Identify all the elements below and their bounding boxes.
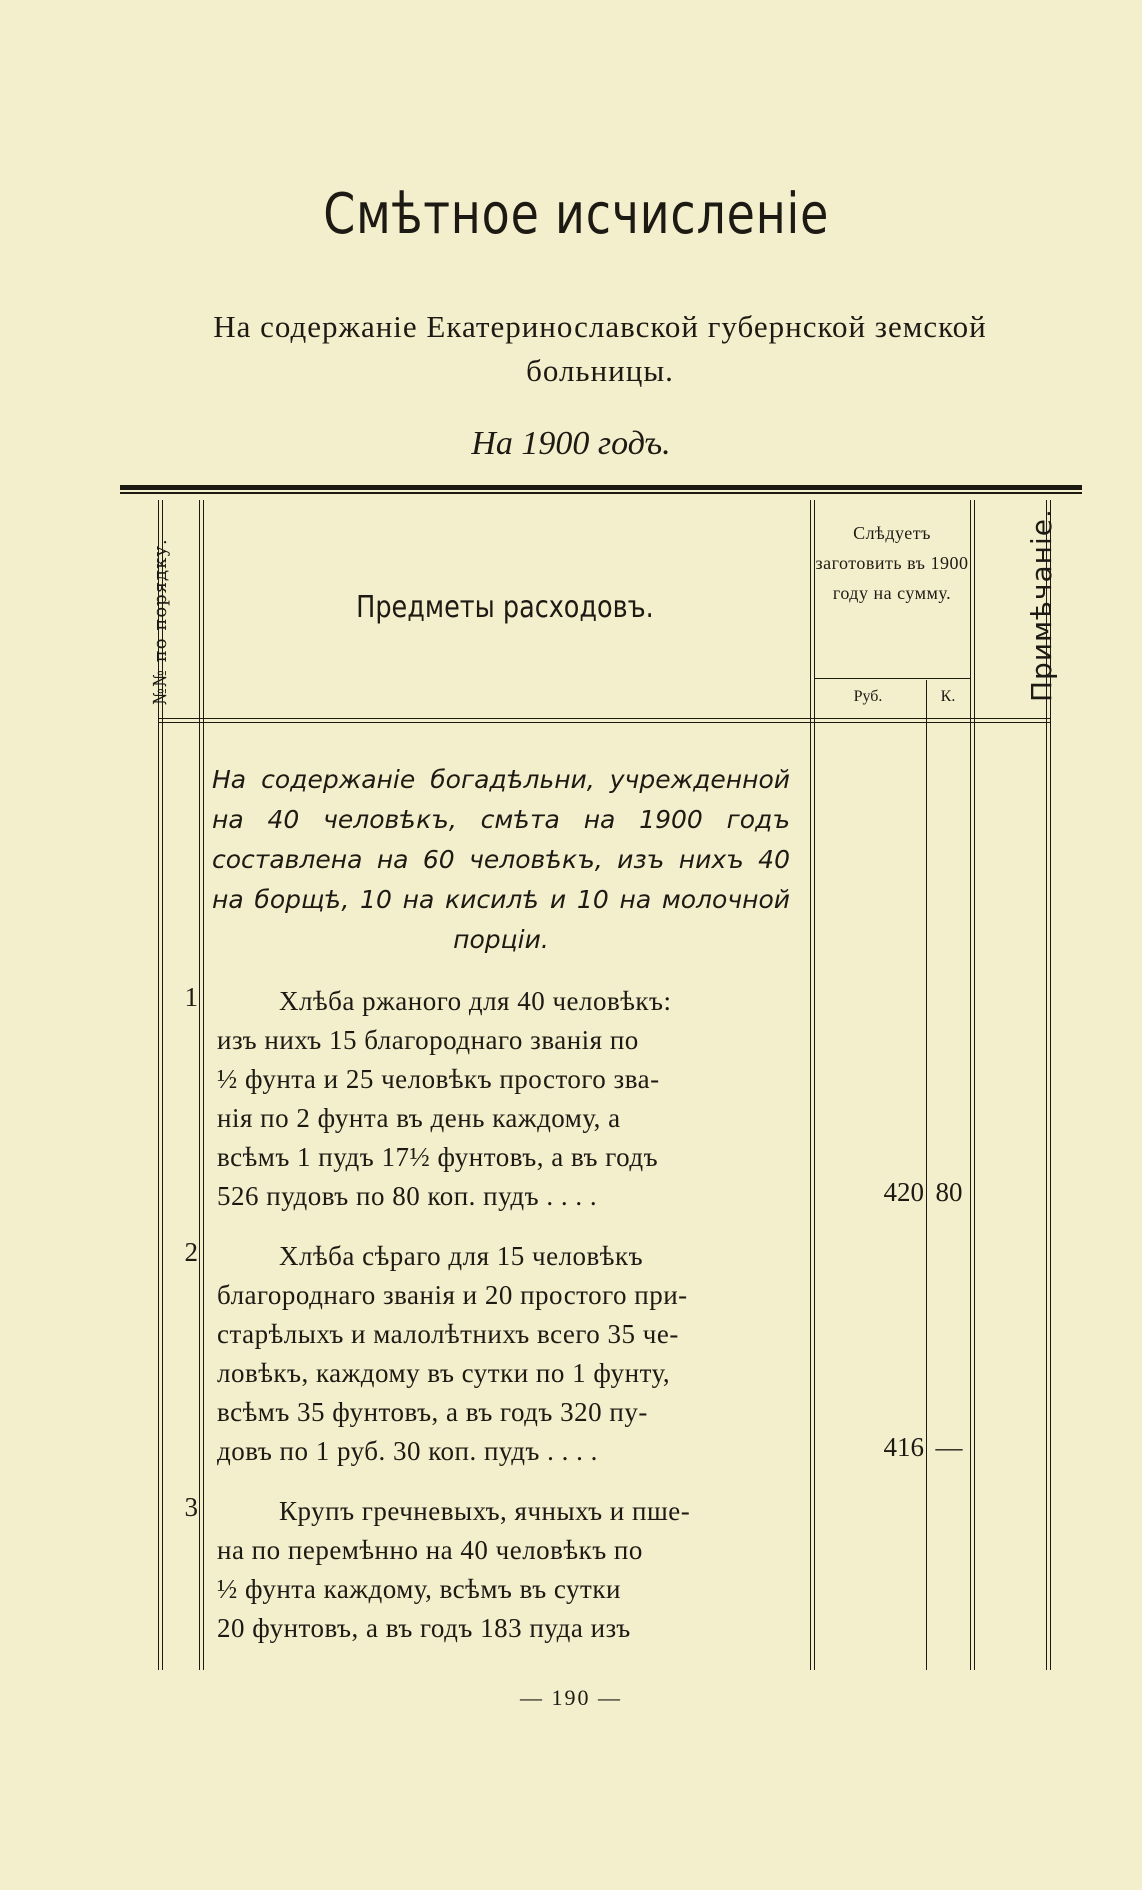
col-divider-items-right (810, 500, 811, 1670)
row-number: 2 (184, 1237, 198, 1267)
row-text-line: довъ по 1 руб. 30 коп. пудъ . . . . (217, 1436, 598, 1466)
col-divider-sum-right-2 (974, 500, 975, 1670)
section-heading: На содержаніе богадѣльни, учрежденной на 40 человѣкъ, смѣта на 1900 годъ составлена на 60 человѣкъ, изъ нихъ 40 на борщѣ, 10 на кисилѣ и 10 на молочной порціи. (212, 765, 790, 954)
header-items-col: Предметы расходовъ. (356, 590, 654, 625)
row-text-line: всѣмъ 1 пудъ 17½ фунтовъ, а въ годъ (217, 1142, 659, 1172)
header-bottom-rule-2 (158, 722, 1050, 723)
header-bottom-rule (158, 718, 1050, 719)
header-note-col: Примѣчаніе. (1025, 508, 1058, 702)
row-text-line: 526 пудовъ по 80 коп. пудъ . . . . (217, 1181, 598, 1211)
table-top-rule-thin (120, 492, 1082, 494)
row-number: 1 (184, 982, 198, 1012)
row-text-line: всѣмъ 35 фунтовъ, а въ годъ 320 пу- (217, 1397, 648, 1427)
row-text-line: Хлѣба сѣраго для 15 человѣкъ (279, 1241, 644, 1271)
row-text-line: благороднаго званія и 20 простого при- (217, 1280, 688, 1310)
row-text-line: на по перемѣнно на 40 человѣкъ по (217, 1535, 643, 1565)
header-sum-col: Слѣдуетъ заготовить въ 1900 году на сумму. (815, 523, 969, 603)
document-title: Смѣтное исчисленіе (323, 182, 830, 247)
row-text-line: нія по 2 фунта въ день каждому, а (217, 1103, 621, 1133)
row-text-line: 20 фунтовъ, а въ годъ 183 пуда изъ (217, 1613, 631, 1643)
row-text-line: ½ фунта и 25 человѣкъ простого зва- (217, 1064, 660, 1094)
row-number: 3 (184, 1492, 198, 1522)
row-text-line: старѣлыхъ и малолѣтнихъ всего 35 че- (217, 1319, 679, 1349)
col-divider-items-right-2 (814, 500, 815, 1670)
header-number-col: №№ по порядку. (150, 538, 171, 705)
year-line: На 1900 годъ. (471, 425, 671, 462)
table-top-rule (120, 485, 1082, 490)
header-kop: К. (940, 688, 956, 705)
row-text-line: ловѣкъ, каждому въ сутки по 1 фунту, (217, 1358, 671, 1388)
row-rub-value: 416 (883, 1432, 924, 1462)
row-text-line: Хлѣба ржаного для 40 человѣкъ: (279, 986, 672, 1016)
page-number: — 190 — (520, 1685, 622, 1710)
row-rub-value: 420 (883, 1177, 924, 1207)
col-divider-number-right (199, 500, 200, 1670)
row-text-line: изъ нихъ 15 благороднаго званія по (217, 1025, 639, 1055)
header-rub: Руб. (853, 688, 883, 705)
row-kop-value: 80 (935, 1177, 963, 1207)
document-subtitle: На содержаніе Екатеринославской губернской земской больницы. (213, 309, 987, 388)
row-text-line: Крупъ гречневыхъ, ячныхъ и пше- (279, 1496, 691, 1526)
row-text-line: ½ фунта каждому, всѣмъ въ сутки (217, 1574, 621, 1604)
table-row (217, 982, 791, 1216)
row-kop-value: — (935, 1432, 963, 1462)
sum-subheader-rule (814, 678, 970, 679)
col-divider-number-right-2 (203, 500, 204, 1670)
col-divider-rub-kop (926, 680, 927, 1670)
table-row (217, 1492, 791, 1648)
col-divider-sum-right (970, 500, 971, 1670)
table-row (217, 1237, 791, 1471)
